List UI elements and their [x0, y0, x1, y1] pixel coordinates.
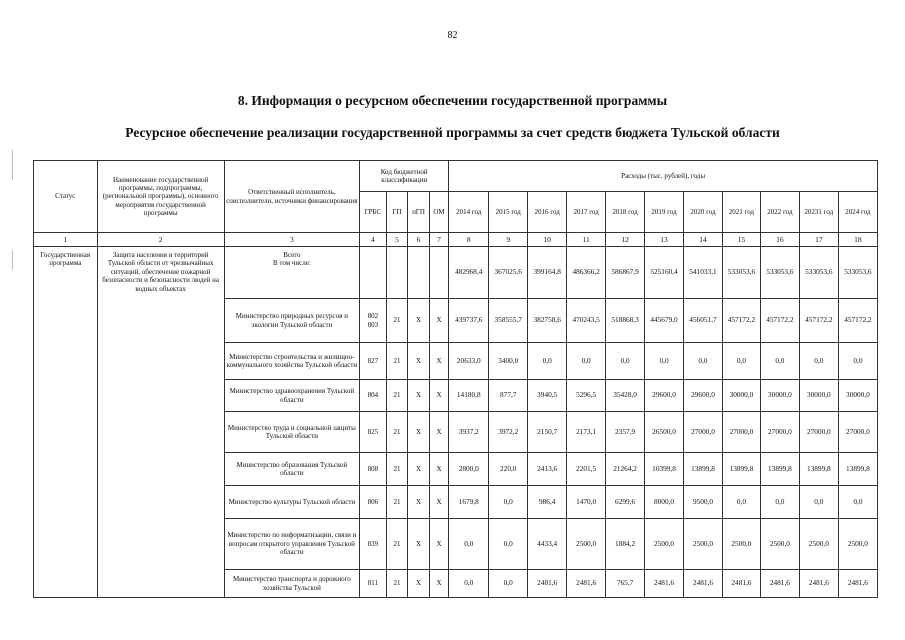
code-om: Х [429, 299, 449, 343]
header-year: 2024 год [838, 192, 877, 233]
expense-value: 2500,0 [799, 519, 838, 570]
expense-value: 0,0 [684, 343, 723, 380]
expense-value: 10399,8 [645, 453, 684, 486]
expense-value: 0,0 [489, 486, 528, 519]
code-pgp: Х [408, 380, 430, 412]
header-year: 2017 год [567, 192, 606, 233]
column-number: 10 [528, 233, 567, 247]
expense-value: 0,0 [489, 519, 528, 570]
column-number: 17 [799, 233, 838, 247]
expense-value: 29600,0 [645, 380, 684, 412]
expense-value: 2500,0 [645, 519, 684, 570]
expense-value: 0,0 [606, 343, 645, 380]
page-number: 82 [447, 30, 458, 41]
expense-value: 13899,8 [838, 453, 877, 486]
expense-value: 2481,6 [799, 570, 838, 598]
expense-value: 0,0 [645, 343, 684, 380]
code-pgp: Х [408, 453, 430, 486]
code-gp [386, 247, 408, 299]
column-number: 3 [224, 233, 359, 247]
expense-value: 1884,2 [606, 519, 645, 570]
code-om: Х [429, 412, 449, 453]
column-number: 16 [760, 233, 799, 247]
code-gp: 21 [386, 412, 408, 453]
expense-value: 482968,4 [449, 247, 489, 299]
expense-value: 220,0 [489, 453, 528, 486]
expense-value: 27000,0 [684, 412, 723, 453]
expense-value: 4433,4 [528, 519, 567, 570]
expense-value: 541033,1 [684, 247, 723, 299]
expense-value: 382758,6 [528, 299, 567, 343]
column-number: 14 [684, 233, 723, 247]
header-year: 2022 год [760, 192, 799, 233]
expense-value: 13899,8 [722, 453, 760, 486]
expense-value: 765,7 [606, 570, 645, 598]
expense-value: 13899,8 [684, 453, 723, 486]
expense-value: 0,0 [722, 343, 760, 380]
header-year: 2018 год [606, 192, 645, 233]
header-year: 2019 год [645, 192, 684, 233]
column-number: 5 [386, 233, 408, 247]
expense-value: 367025,6 [489, 247, 528, 299]
header-year: 2020 год [684, 192, 723, 233]
expense-value: 0,0 [449, 570, 489, 598]
expense-value: 0,0 [760, 343, 799, 380]
expense-value: 27000,0 [838, 412, 877, 453]
expense-value: 470243,5 [567, 299, 606, 343]
header-code: ГП [386, 192, 408, 233]
table-row [34, 247, 878, 299]
code-om [429, 247, 449, 299]
header-year: 2015 год [489, 192, 528, 233]
expense-value: 533053,6 [838, 247, 877, 299]
responsible-label: Министерство по информатизации, связи и вопросам открытого управления Тульской области [224, 519, 359, 570]
code-grbs: 827 [360, 343, 387, 380]
responsible-label: Министерство труда и социальной защиты Тульской области [224, 412, 359, 453]
expense-value: 29600,0 [684, 380, 723, 412]
header-name: Наименование государственной программы, подпрограммы, (региональной программы), основного мероприятия государственной программы [97, 161, 224, 233]
program-name: Защита населения и территорий Тульской области от чрезвычайных ситуаций, обеспечение пожарной безопасности и безопасности людей на водных объектах [97, 247, 224, 598]
code-gp: 21 [386, 486, 408, 519]
code-grbs: 804 [360, 380, 387, 412]
header-budget-code: Код бюджетной классификации [360, 161, 449, 192]
code-grbs: 802 803 [360, 299, 387, 343]
header-expenses: Расходы (тыс. рублей), годы [449, 161, 878, 192]
header-status: Статус [34, 161, 98, 233]
responsible-label: Министерство строительства и жилищно-коммунального хозяйства Тульской области [224, 343, 359, 380]
code-grbs: 808 [360, 453, 387, 486]
expense-value: 13899,8 [760, 453, 799, 486]
scan-edge-mark [12, 250, 13, 270]
code-grbs: 806 [360, 486, 387, 519]
expense-value: 20633,0 [449, 343, 489, 380]
expense-value: 518868,3 [606, 299, 645, 343]
header-row [34, 161, 878, 192]
expense-value: 3400,0 [489, 343, 528, 380]
code-pgp: Х [408, 299, 430, 343]
expense-value: 27000,0 [722, 412, 760, 453]
expense-value: 3972,2 [489, 412, 528, 453]
expense-value: 457172,2 [799, 299, 838, 343]
code-om: Х [429, 486, 449, 519]
header-year: 2014 год [449, 192, 489, 233]
header-responsible: Ответственный исполнитель, соисполнители, источники финансирования [224, 161, 359, 233]
code-grbs [360, 247, 387, 299]
column-number: 6 [408, 233, 430, 247]
code-gp: 21 [386, 453, 408, 486]
code-grbs: 811 [360, 570, 387, 598]
expense-value: 457172,2 [838, 299, 877, 343]
expense-value: 2500,0 [760, 519, 799, 570]
expense-value: 0,0 [567, 343, 606, 380]
header-year: 2021 год [722, 192, 760, 233]
expense-value: 2481,6 [722, 570, 760, 598]
code-pgp: Х [408, 343, 430, 380]
header-code: ГРБС [360, 192, 387, 233]
expense-value: 0,0 [489, 570, 528, 598]
expense-value: 13899,8 [799, 453, 838, 486]
code-pgp: Х [408, 412, 430, 453]
expense-value: 30000,0 [838, 380, 877, 412]
expense-value: 14180,8 [449, 380, 489, 412]
code-pgp [408, 247, 430, 299]
expense-value: 986,4 [528, 486, 567, 519]
code-gp: 21 [386, 299, 408, 343]
expense-value: 0,0 [799, 343, 838, 380]
expense-value: 2500,0 [567, 519, 606, 570]
expense-value: 27000,0 [760, 412, 799, 453]
column-number: 9 [489, 233, 528, 247]
expense-value: 2357,9 [606, 412, 645, 453]
expense-value: 457172,2 [722, 299, 760, 343]
responsible-label: Всего В том числе: [224, 247, 359, 299]
column-number: 15 [722, 233, 760, 247]
expense-value: 586867,9 [606, 247, 645, 299]
expense-value: 358555,7 [489, 299, 528, 343]
expense-value: 0,0 [722, 486, 760, 519]
expense-value: 2481,6 [528, 570, 567, 598]
expense-value: 9500,0 [684, 486, 723, 519]
expense-value: 457172,2 [760, 299, 799, 343]
expense-value: 2500,0 [684, 519, 723, 570]
code-grbs: 825 [360, 412, 387, 453]
expense-value: 3940,5 [528, 380, 567, 412]
expense-value: 533053,6 [760, 247, 799, 299]
expense-value: 1679,8 [449, 486, 489, 519]
code-gp: 21 [386, 343, 408, 380]
expense-value: 3937,2 [449, 412, 489, 453]
expense-value: 30000,0 [722, 380, 760, 412]
expense-value: 2500,0 [838, 519, 877, 570]
column-number: 8 [449, 233, 489, 247]
expense-value: 2481,6 [645, 570, 684, 598]
header-year: 2016 год [528, 192, 567, 233]
expense-value: 21264,2 [606, 453, 645, 486]
program-status: Государственная программа [34, 247, 98, 598]
code-gp: 21 [386, 570, 408, 598]
column-number: 7 [429, 233, 449, 247]
code-om: Х [429, 380, 449, 412]
column-number: 18 [838, 233, 877, 247]
expense-value: 0,0 [449, 519, 489, 570]
expense-value: 0,0 [528, 343, 567, 380]
expense-value: 26500,0 [645, 412, 684, 453]
expense-value: 0,0 [760, 486, 799, 519]
code-pgp: Х [408, 570, 430, 598]
expense-value: 2413,6 [528, 453, 567, 486]
resource-table [33, 160, 878, 598]
responsible-label: Министерство здравоохранения Тульской области [224, 380, 359, 412]
table-title: Ресурсное обеспечение реализации государственной программы за счет средств бюджета Тульской области [125, 125, 780, 140]
expense-value: 6299,6 [606, 486, 645, 519]
column-number: 4 [360, 233, 387, 247]
header-code: пГП [408, 192, 430, 233]
code-grbs: 839 [360, 519, 387, 570]
expense-value: 2201,5 [567, 453, 606, 486]
code-pgp: Х [408, 519, 430, 570]
scan-edge-mark [12, 150, 13, 180]
expense-value: 2481,6 [760, 570, 799, 598]
expense-value: 486366,2 [567, 247, 606, 299]
expense-value: 525160,4 [645, 247, 684, 299]
expense-value: 2500,0 [722, 519, 760, 570]
expense-value: 0,0 [799, 486, 838, 519]
responsible-label: Министерство природных ресурсов и экологии Тульской области [224, 299, 359, 343]
expense-value: 399164,8 [528, 247, 567, 299]
expense-value: 0,0 [838, 486, 877, 519]
column-number: 13 [645, 233, 684, 247]
expense-value: 439737,6 [449, 299, 489, 343]
responsible-label: Министерство культуры Тульской области [224, 486, 359, 519]
expense-value: 2150,7 [528, 412, 567, 453]
code-om: Х [429, 453, 449, 486]
expense-value: 27000,0 [799, 412, 838, 453]
expense-value: 5296,5 [567, 380, 606, 412]
expense-value: 2800,0 [449, 453, 489, 486]
responsible-label: Министерство транспорта и дорожного хозяйства Тульской [224, 570, 359, 598]
header-code: ОМ [429, 192, 449, 233]
code-om: Х [429, 519, 449, 570]
code-gp: 21 [386, 380, 408, 412]
expense-value: 0,0 [838, 343, 877, 380]
code-om: Х [429, 570, 449, 598]
code-om: Х [429, 343, 449, 380]
expense-value: 445679,0 [645, 299, 684, 343]
column-number: 12 [606, 233, 645, 247]
column-number: 1 [34, 233, 98, 247]
expense-value: 2481,6 [684, 570, 723, 598]
expense-value: 30000,0 [799, 380, 838, 412]
expense-value: 8000,0 [645, 486, 684, 519]
expense-value: 2481,6 [567, 570, 606, 598]
column-number: 2 [97, 233, 224, 247]
expense-value: 1470,0 [567, 486, 606, 519]
expense-value: 877,7 [489, 380, 528, 412]
expense-value: 30000,0 [760, 380, 799, 412]
expense-value: 533053,6 [799, 247, 838, 299]
expense-value: 456051,7 [684, 299, 723, 343]
expense-value: 2481,6 [838, 570, 877, 598]
code-pgp: Х [408, 486, 430, 519]
column-number-row [34, 233, 878, 247]
expense-value: 533053,6 [722, 247, 760, 299]
code-gp: 21 [386, 519, 408, 570]
expense-value: 2173,1 [567, 412, 606, 453]
expense-value: 35428,0 [606, 380, 645, 412]
section-title: 8. Информация о ресурсном обеспечении государственной программы [237, 93, 668, 108]
column-number: 11 [567, 233, 606, 247]
header-year: 20231 год [799, 192, 838, 233]
responsible-label: Министерство образования Тульской области [224, 453, 359, 486]
